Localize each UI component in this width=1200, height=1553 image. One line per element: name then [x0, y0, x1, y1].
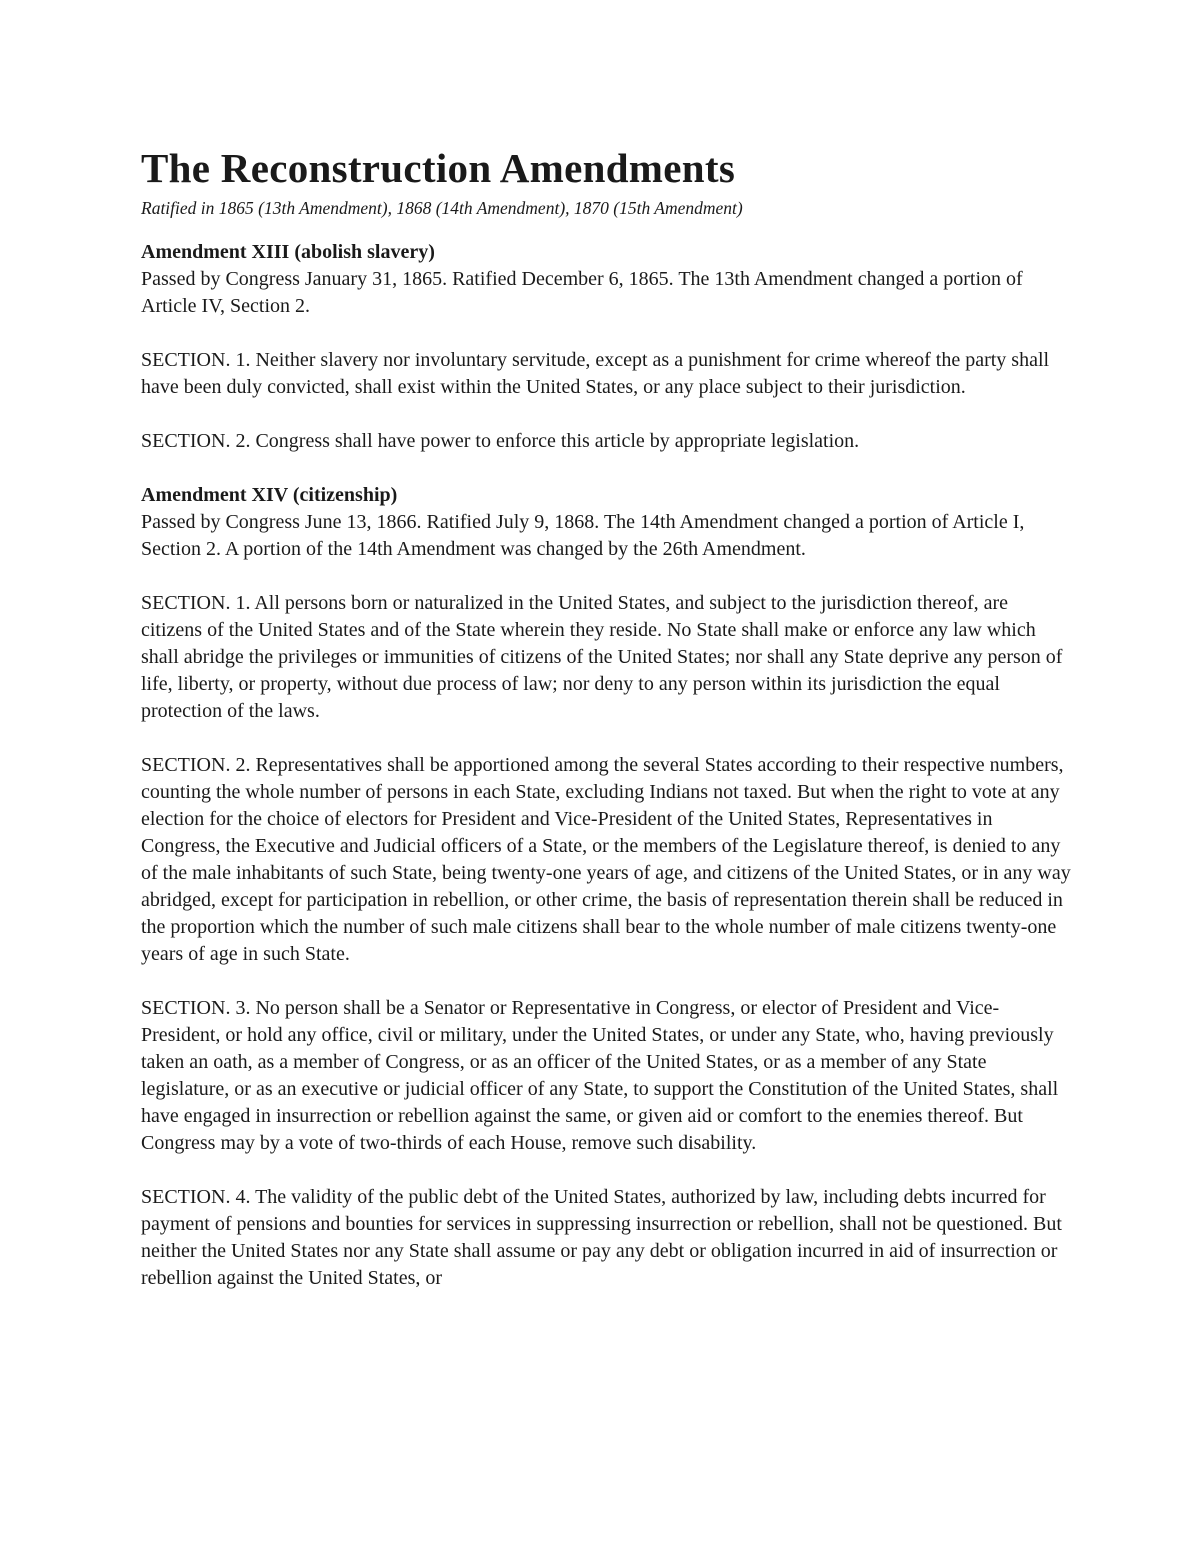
amendment-xiv: [141, 482, 1071, 1292]
document-subtitle: Ratified in 1865 (13th Amendment), 1868 (14th Amendment), 1870 (15th Amendment): [141, 198, 743, 218]
amendment-xiii: [141, 239, 1071, 455]
amendment-heading: Amendment XIII (abolish slavery): [141, 241, 435, 263]
amendment-intro: Passed by Congress June 13, 1866. Ratified July 9, 1868. The 14th Amendment changed a portion of Article I, Section 2. A portion of the 14th Amendment was changed by the 26th Amendment.: [141, 511, 1025, 560]
document-title: The Reconstruction Amendments: [141, 145, 736, 191]
section-paragraph: SECTION. 4. The validity of the public debt of the United States, authorized by law, including debts incurred for payment of pensions and bounties for services in suppressing insurrection or rebellion, shall not be questioned. But neither the United States nor any State shall assume or pay any debt or obligation incurred in aid of insurrection or rebellion against the United States, or: [141, 1186, 1062, 1289]
amendment-heading: Amendment XIV (citizenship): [141, 484, 398, 506]
amendment-intro: Passed by Congress January 31, 1865. Ratified December 6, 1865. The 13th Amendment changed a portion of Article IV, Section 2.: [141, 268, 1023, 317]
section-paragraph: SECTION. 2. Representatives shall be apportioned among the several States according to their respective numbers, counting the whole number of persons in each State, excluding Indians not taxed. But when the right to vote at any election for the choice of electors for President and Vice-President of the United States, Representatives in Congress, the Executive and Judicial officers of a State, or the members of the Legislature thereof, is denied to any of the male inhabitants of such State, being twenty-one years of age, and citizens of the United States, or in any way abridged, except for participation in rebellion, or other crime, the basis of representation therein shall be reduced in the proportion which the number of such male citizens shall bear to the whole number of male citizens twenty-one years of age in such State.: [141, 754, 1071, 965]
document-page: [141, 140, 1071, 1292]
section-paragraph: SECTION. 3. No person shall be a Senator or Representative in Congress, or elector of President and Vice-President, or hold any office, civil or military, under the United States, or under any State, who, having previously taken an oath, as a member of Congress, or as an officer of the United States, or as a member of any State legislature, or as an executive or judicial officer of any State, to support the Constitution of the United States, shall have engaged in insurrection or rebellion against the same, or given aid or comfort to the enemies thereof. But Congress may by a vote of two-thirds of each House, remove such disability.: [141, 997, 1059, 1154]
section-paragraph: SECTION. 2. Congress shall have power to enforce this article by appropriate legislation.: [141, 430, 860, 452]
section-paragraph: SECTION. 1. Neither slavery nor involuntary servitude, except as a punishment for crime whereof the party shall have been duly convicted, shall exist within the United States, or any place subject to their jurisdiction.: [141, 349, 1050, 398]
section-paragraph: SECTION. 1. All persons born or naturalized in the United States, and subject to the jurisdiction thereof, are citizens of the United States and of the State wherein they reside. No State shall make or enforce any law which shall abridge the privileges or immunities of citizens of the United States; nor shall any State deprive any person of life, liberty, or property, without due process of law; nor deny to any person within its jurisdiction the equal protection of the laws.: [141, 592, 1063, 722]
